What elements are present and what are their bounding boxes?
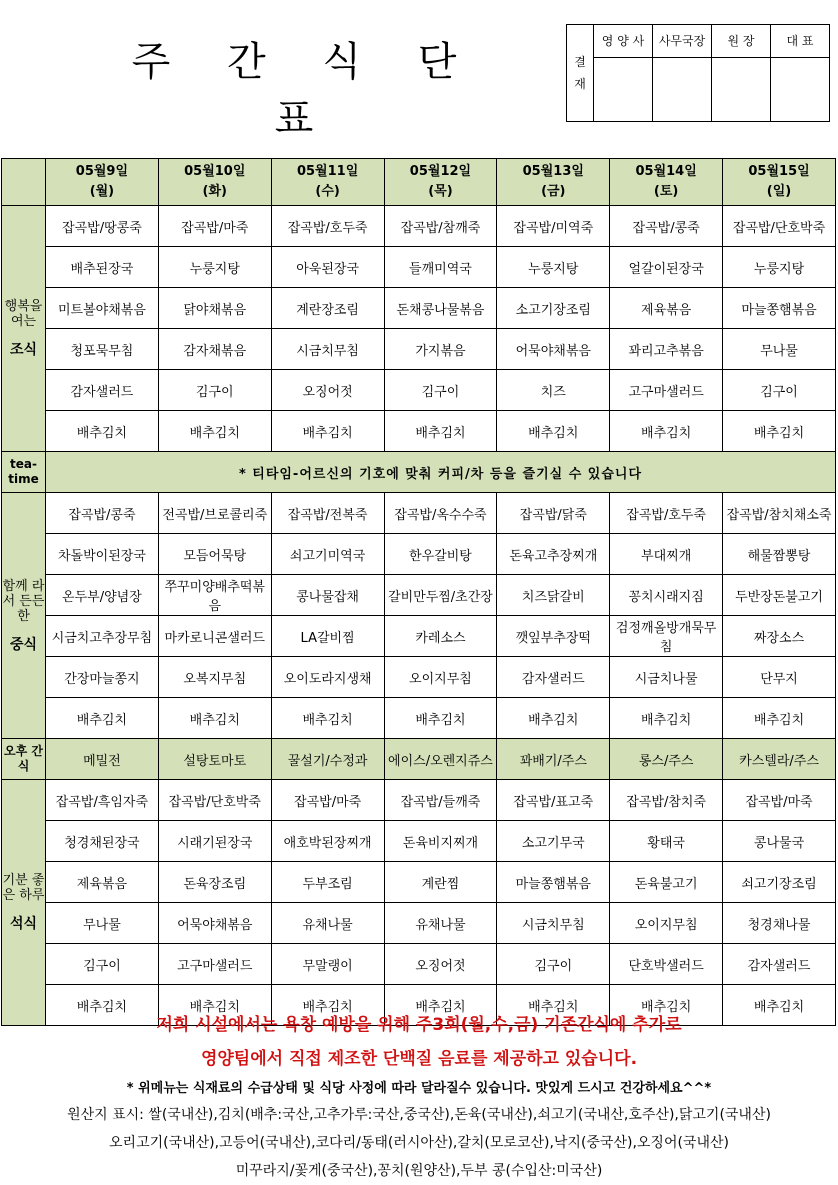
menu-item: 잡곡밥/닭죽	[497, 493, 610, 534]
menu-item: 배추김치	[384, 985, 497, 1026]
menu-item: 닭야채볶음	[158, 288, 271, 329]
menu-item: 김구이	[723, 370, 836, 411]
lunch-label	[2, 493, 46, 739]
menu-item: 김구이	[46, 944, 159, 985]
menu-item: 꽈리고추볶음	[610, 329, 723, 370]
menu-item: 청경채나물	[723, 903, 836, 944]
menu-item: 잡곡밥/참깨죽	[384, 206, 497, 247]
menu-item: 마늘쫑햄볶음	[723, 288, 836, 329]
menu-item: 고구마샐러드	[158, 944, 271, 985]
menu-item: 어묵야채볶음	[497, 329, 610, 370]
menu-item: 오이지무침	[384, 657, 497, 698]
teatime-row	[2, 452, 836, 493]
day-of-week: (월)	[89, 184, 115, 199]
menu-item: 잡곡밥/전복죽	[271, 493, 384, 534]
day-header	[271, 159, 384, 206]
day-date: 05월14일	[635, 164, 697, 179]
day-date: 05월11일	[296, 164, 359, 179]
notice-line-3: * 위메뉴는 식재료의 수급상태 및 식당 사정에 따라 달라질수 있습니다. 맛있게 드시고 건강하세요^^*	[126, 1081, 712, 1096]
meal-sublabel: 행복을 여는	[4, 299, 43, 329]
menu-item: 한우갈비탕	[384, 534, 497, 575]
menu-item: 시금치무침	[271, 329, 384, 370]
menu-item: 애호박된장찌개	[271, 821, 384, 862]
menu-item: 유채나물	[271, 903, 384, 944]
snack-item: 에이스/오렌지쥬스	[384, 739, 497, 780]
menu-item: 배추김치	[46, 985, 159, 1026]
signature-box	[712, 57, 771, 121]
menu-item: 배추김치	[723, 698, 836, 739]
menu-item: 감자샐러드	[46, 370, 159, 411]
day-of-week: (일)	[766, 184, 792, 199]
day-date: 05월9일	[75, 164, 129, 179]
menu-item: 어묵야채볶음	[158, 903, 271, 944]
approval-role: 영 양 사	[594, 25, 653, 58]
meal-sublabel: 기분 좋은 하루	[2, 873, 45, 903]
menu-item: 카레소스	[384, 616, 497, 657]
table-row	[2, 370, 836, 411]
menu-item: 감자샐러드	[497, 657, 610, 698]
menu-item: 마늘쫑햄볶음	[497, 862, 610, 903]
menu-item: 김구이	[497, 944, 610, 985]
menu-item: 시래기된장국	[158, 821, 271, 862]
menu-item: 전곡밥/브로콜리죽	[158, 493, 271, 534]
menu-item: 쭈꾸미양배추떡볶음	[158, 575, 271, 616]
menu-item: 고구마샐러드	[610, 370, 723, 411]
menu-item: 제육볶음	[46, 862, 159, 903]
meal-label: 조식	[9, 342, 38, 358]
meal-label: 중식	[9, 636, 38, 653]
menu-item: 제육볶음	[610, 288, 723, 329]
menu-item: 청포묵무침	[46, 329, 159, 370]
approval-box	[566, 24, 830, 122]
snack-item: 메밀전	[46, 739, 159, 780]
menu-item: 누룽지탕	[723, 247, 836, 288]
day-date: 05월15일	[748, 164, 810, 179]
menu-item: 오이지무침	[610, 903, 723, 944]
menu-item: 김구이	[158, 370, 271, 411]
menu-item: 모듬어묵탕	[158, 534, 271, 575]
menu-item: 잡곡밥/호두죽	[271, 206, 384, 247]
menu-item: 감자샐러드	[723, 944, 836, 985]
menu-item: 누룽지탕	[497, 247, 610, 288]
origin-line-1: 원산지 표시: 쌀(국내산),김치(배추:국산,고추가루:국산,중국산),돈육(국내산),쇠고기(국내산,호주산),닭고기(국내산)	[67, 1107, 771, 1123]
day-of-week: (수)	[315, 184, 340, 199]
menu-item: 미트볼야채볶음	[46, 288, 159, 329]
snack-item: 롱스/주스	[610, 739, 723, 780]
menu-item: 잡곡밥/단호박죽	[723, 206, 836, 247]
menu-item: 계란장조림	[271, 288, 384, 329]
menu-item: 오징어젓	[384, 944, 497, 985]
menu-item: 돈육비지찌개	[384, 821, 497, 862]
menu-item: 배추김치	[46, 698, 159, 739]
menu-item: 두반장돈불고기	[723, 575, 836, 616]
menu-item: 잡곡밥/땅콩죽	[46, 206, 159, 247]
menu-item: 배추김치	[384, 698, 497, 739]
day-header	[723, 159, 836, 206]
menu-item: 배추김치	[271, 698, 384, 739]
day-header	[46, 159, 159, 206]
menu-item: 잡곡밥/옥수수죽	[384, 493, 497, 534]
menu-item: 무나물	[723, 329, 836, 370]
day-header	[610, 159, 723, 206]
table-row	[2, 780, 836, 821]
menu-item: 감자채볶음	[158, 329, 271, 370]
menu-item: 배추김치	[271, 411, 384, 452]
day-header	[158, 159, 271, 206]
table-row	[2, 903, 836, 944]
menu-item: 무나물	[46, 903, 159, 944]
menu-item: 잡곡밥/마죽	[271, 780, 384, 821]
menu-item: 시금치고추장무침	[46, 616, 159, 657]
table-row	[2, 698, 836, 739]
menu-item: 깻잎부추장떡	[497, 616, 610, 657]
approval-label: 결 재	[567, 25, 594, 122]
dinner-label	[2, 780, 46, 1026]
table-row	[2, 329, 836, 370]
menu-item: 아욱된장국	[271, 247, 384, 288]
menu-item: 쇠고기미역국	[271, 534, 384, 575]
menu-item: 부대찌개	[610, 534, 723, 575]
menu-item: 돈채콩나물볶음	[384, 288, 497, 329]
menu-item: 잡곡밥/콩죽	[610, 206, 723, 247]
menu-item: 배추김치	[158, 985, 271, 1026]
snack-item: 꿀설기/수정과	[271, 739, 384, 780]
menu-item: 계란찜	[384, 862, 497, 903]
menu-item: 잡곡밥/마죽	[723, 780, 836, 821]
signature-box	[653, 57, 712, 121]
menu-item: 잡곡밥/들깨죽	[384, 780, 497, 821]
menu-item: 단호박샐러드	[610, 944, 723, 985]
menu-item: 온두부/양념장	[46, 575, 159, 616]
menu-item: 배추김치	[723, 411, 836, 452]
menu-item: 시금치나물	[610, 657, 723, 698]
menu-item: 검정깨올방개묵무침	[610, 616, 723, 657]
menu-item: LA갈비찜	[271, 616, 384, 657]
menu-item: 단무지	[723, 657, 836, 698]
menu-item: 시금치무침	[497, 903, 610, 944]
menu-item: 소고기장조림	[497, 288, 610, 329]
day-date: 05월13일	[522, 164, 584, 179]
table-row	[2, 493, 836, 534]
notice-line-2: 영양팀에서 직접 제조한 단백질 음료를 제공하고 있습니다.	[200, 1049, 638, 1069]
menu-item: 간장마늘쫑지	[46, 657, 159, 698]
menu-item: 잡곡밥/표고죽	[497, 780, 610, 821]
menu-item: 배추김치	[271, 985, 384, 1026]
day-of-week: (금)	[541, 184, 566, 199]
menu-item: 콩나물국	[723, 821, 836, 862]
notice-line-1: 저희 시설에서는 욕창 예방을 위해 주3회(월,수,금) 기존간식에 추가로	[156, 1015, 682, 1035]
menu-item: 해물짬뽕탕	[723, 534, 836, 575]
meal-label: 석식	[9, 916, 38, 932]
menu-item: 배추김치	[723, 985, 836, 1026]
menu-item: 치즈닭갈비	[497, 575, 610, 616]
menu-item: 쇠고기장조림	[723, 862, 836, 903]
menu-item: 잡곡밥/호두죽	[610, 493, 723, 534]
table-row	[2, 247, 836, 288]
menu-item: 배추김치	[384, 411, 497, 452]
menu-item: 배추김치	[610, 411, 723, 452]
menu-item: 마카로니콘샐러드	[158, 616, 271, 657]
menu-item: 잡곡밥/단호박죽	[158, 780, 271, 821]
table-row	[2, 657, 836, 698]
menu-item: 잡곡밥/콩죽	[46, 493, 159, 534]
menu-item: 갈비만두찜/초간장	[384, 575, 497, 616]
menu-item: 꽁치시래지짐	[610, 575, 723, 616]
menu-item: 가지볶음	[384, 329, 497, 370]
menu-item: 얼갈이된장국	[610, 247, 723, 288]
menu-item: 배추김치	[610, 698, 723, 739]
table-row	[2, 534, 836, 575]
menu-item: 오이도라지생채	[271, 657, 384, 698]
corner-cell	[2, 159, 46, 206]
table-row	[2, 411, 836, 452]
menu-item: 배추김치	[497, 985, 610, 1026]
snack-item: 카스텔라/주스	[723, 739, 836, 780]
menu-item: 두부조림	[271, 862, 384, 903]
menu-item: 차돌박이된장국	[46, 534, 159, 575]
day-of-week: (토)	[653, 184, 679, 199]
snack-row	[2, 739, 836, 780]
menu-item: 김구이	[384, 370, 497, 411]
approval-role: 원 장	[712, 25, 771, 58]
menu-item: 유채나물	[384, 903, 497, 944]
menu-item: 잡곡밥/마죽	[158, 206, 271, 247]
menu-item: 잡곡밥/참치죽	[610, 780, 723, 821]
menu-item: 돈육불고기	[610, 862, 723, 903]
day-date: 05월12일	[409, 164, 472, 179]
menu-item: 치즈	[497, 370, 610, 411]
menu-item: 잡곡밥/흑임자죽	[46, 780, 159, 821]
approval-role: 사무국장	[653, 25, 712, 58]
day-date: 05월10일	[184, 164, 246, 179]
day-of-week: (목)	[428, 184, 453, 199]
day-of-week: (화)	[202, 184, 227, 199]
table-row	[2, 616, 836, 657]
date-header-row	[2, 159, 836, 206]
menu-item: 돈육고추장찌개	[497, 534, 610, 575]
table-row	[2, 288, 836, 329]
teatime-label: tea-time	[2, 452, 46, 493]
snack-item: 꽈배기/주스	[497, 739, 610, 780]
menu-item: 콩나물잡채	[271, 575, 384, 616]
menu-item: 황태국	[610, 821, 723, 862]
table-row	[2, 862, 836, 903]
day-header	[384, 159, 497, 206]
day-header	[497, 159, 610, 206]
menu-item: 소고기무국	[497, 821, 610, 862]
menu-item: 배추된장국	[46, 247, 159, 288]
table-row	[2, 575, 836, 616]
teatime-note: * 티타임-어르신의 기호에 맞춰 커피/차 등을 즐기실 수 있습니다	[46, 452, 836, 493]
menu-item: 잡곡밥/참치채소죽	[723, 493, 836, 534]
snack-item: 설탕토마토	[158, 739, 271, 780]
menu-item: 들깨미역국	[384, 247, 497, 288]
menu-item: 돈육장조림	[158, 862, 271, 903]
menu-item: 오복지무침	[158, 657, 271, 698]
menu-item: 배추김치	[497, 411, 610, 452]
table-row	[2, 944, 836, 985]
menu-item: 잡곡밥/미역죽	[497, 206, 610, 247]
menu-item: 배추김치	[158, 411, 271, 452]
menu-item: 배추김치	[497, 698, 610, 739]
menu-item: 배추김치	[46, 411, 159, 452]
menu-item: 청경채된장국	[46, 821, 159, 862]
menu-item: 누룽지탕	[158, 247, 271, 288]
menu-item: 짜장소스	[723, 616, 836, 657]
meal-sublabel: 함께 라서 든든한	[2, 578, 45, 624]
table-row	[2, 206, 836, 247]
menu-item: 무말랭이	[271, 944, 384, 985]
page-title: 주 간 식 단 표	[131, 39, 479, 142]
origin-line-2: 오리고기(국내산),고등어(국내산),코다리/동태(러시아산),갈치(모로코산),낙지(중국산),오징어(국내산)	[109, 1135, 729, 1151]
breakfast-label	[2, 206, 46, 452]
approval-role: 대 표	[771, 25, 830, 58]
weekly-menu-table	[1, 158, 836, 1026]
menu-item: 배추김치	[610, 985, 723, 1026]
menu-item: 배추김치	[158, 698, 271, 739]
snack-label: 오후 간식	[2, 739, 46, 780]
signature-box	[771, 57, 830, 121]
origin-line-3: 미꾸라지/꽃게(중국산),꽁치(원양산),두부 콩(수입산:미국산)	[235, 1163, 603, 1179]
table-row	[2, 821, 836, 862]
signature-box	[594, 57, 653, 121]
menu-item: 오징어젓	[271, 370, 384, 411]
